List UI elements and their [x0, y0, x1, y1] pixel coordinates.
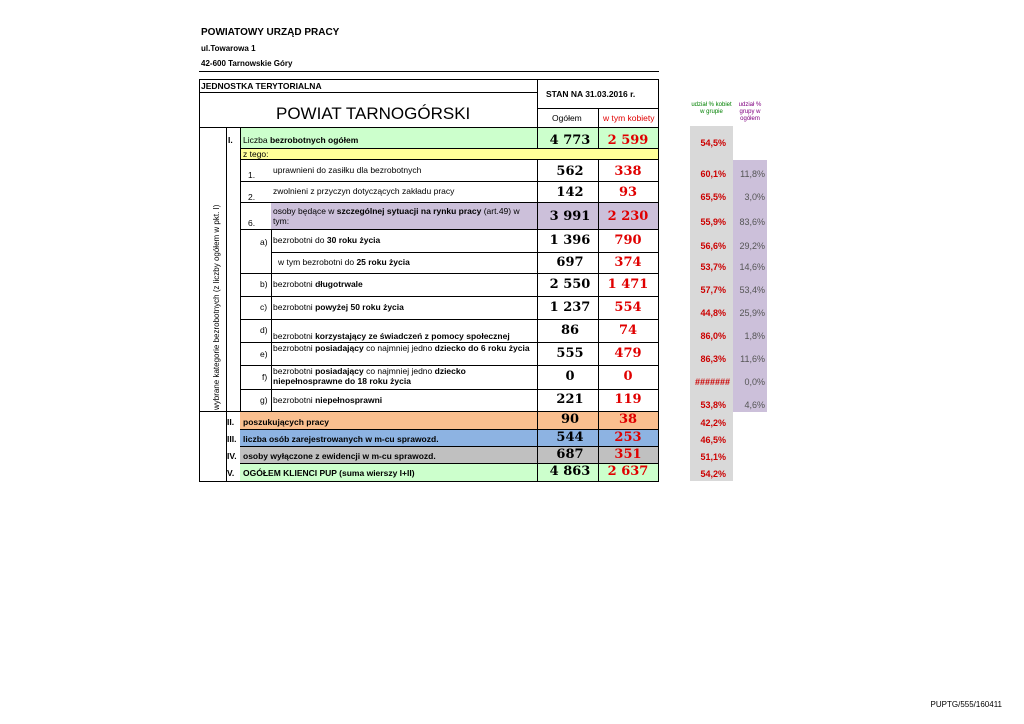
row-share-women: 57,7% [700, 285, 726, 295]
row-label: w tym bezrobotni do 25 roku życia [278, 257, 410, 267]
col-women-header: w tym kobiety [603, 113, 655, 123]
row-label: uprawnieni do zasiłku dla bezrobotnych [273, 165, 422, 175]
row-share-group: 1,8% [744, 331, 765, 341]
row-id: III. [227, 434, 237, 444]
row-total: 4 773 [549, 133, 591, 148]
row-total: 4 863 [549, 464, 591, 479]
row-share-group: 11,8% [740, 169, 765, 179]
row-total: 2 550 [549, 277, 591, 292]
row-total: 697 [556, 255, 584, 270]
row-id: I. [228, 135, 233, 145]
row-share-women: 44,8% [700, 308, 726, 318]
row-total: 90 [560, 412, 580, 427]
row-share-women: 55,9% [700, 217, 726, 227]
row-share-women: 46,5% [700, 435, 726, 445]
col-total-header: Ogółem [552, 113, 582, 123]
row-label: bezrobotni posiadający co najmniej jedno dziecko niepełnosprawne do 18 roku życia [273, 366, 466, 386]
row-share-women: 51,1% [700, 452, 726, 462]
row-label: bezrobotni długotrwale [273, 279, 363, 289]
row-id: c) [260, 302, 268, 312]
row-label: osoby będące w szczególnej sytuacji na rynku pracy (art.49) w tym: [273, 206, 520, 226]
row-share-group: 25,9% [739, 308, 765, 318]
row-label: bezrobotni posiadający co najmniej jedno dziecko do 6 roku życia [273, 343, 530, 353]
row-share-group: 14,6% [739, 262, 765, 272]
row-women: 374 [614, 255, 642, 270]
row-share-group: 3,0% [744, 192, 765, 202]
row-label: zwolnieni z przyczyn dotyczących zakładu pracy [273, 186, 455, 196]
row-id: 6. [248, 218, 256, 228]
office-street: ul.Towarowa 1 [201, 44, 256, 53]
row-share-women: 53,8% [700, 400, 726, 410]
row-id: V. [227, 468, 235, 478]
office-name: POWIATOWY URZĄD PRACY [201, 27, 340, 38]
row-label: bezrobotni korzystający ze świadczeń z pomocy społecznej [273, 331, 510, 341]
row-label: bezrobotni do 30 roku życia [273, 235, 381, 245]
row-women: 351 [614, 447, 642, 462]
row-label: bezrobotni powyżej 50 roku życia [273, 302, 404, 312]
row-id: 1. [248, 170, 256, 180]
row-label: liczba osób zarejestrowanych w m-cu sprawozd. [243, 434, 439, 444]
row-share-women: 54,2% [700, 469, 726, 479]
row-id: 2. [248, 192, 256, 202]
row-share-group: 4,6% [744, 400, 765, 410]
row-id: d) [260, 325, 268, 335]
row-women: 2 637 [607, 464, 649, 479]
date-label: STAN NA 31.03.2016 r. [546, 89, 636, 99]
row-share-women: 86,3% [700, 354, 726, 364]
row-women: 338 [614, 164, 642, 179]
row-id: g) [260, 395, 268, 405]
row-women: 253 [614, 430, 642, 445]
row-women: 119 [614, 392, 642, 407]
unit-label: JEDNOSTKA TERYTORIALNA [201, 81, 322, 91]
row-share-group: 29,2% [739, 241, 765, 251]
share-group-header: udział % grupy w ogółem [738, 102, 762, 122]
row-id: IV. [227, 451, 237, 461]
row-share-group: 0,0% [744, 377, 765, 387]
row-label: poszukujących pracy [243, 417, 329, 427]
sub-label: z tego: [243, 149, 269, 159]
row-share-women: 65,5% [700, 192, 726, 202]
office-city: 42-600 Tarnowskie Góry [201, 59, 293, 68]
row-id: e) [260, 349, 268, 359]
row-share-women: ####### [694, 377, 730, 387]
row-id: f) [262, 372, 268, 382]
row-share-group: 53,4% [739, 285, 765, 295]
row-share-group: 83,6% [739, 217, 765, 227]
row-women: 1 471 [607, 277, 649, 292]
row-total: 687 [556, 447, 584, 462]
row-id: II. [227, 417, 235, 427]
row-label: Liczba bezrobotnych ogółem [243, 135, 359, 145]
row-women: 2 599 [607, 133, 649, 148]
header-divider [199, 71, 659, 72]
row-women: 0 [623, 369, 633, 384]
row-total: 86 [560, 323, 580, 338]
side-label: wybrane kategorie bezrobotnych (z liczby ogółem w pkt. I) [212, 204, 221, 410]
row-total: 562 [556, 164, 584, 179]
row-share-women: 56,6% [700, 241, 726, 251]
page-title: POWIAT TARNOGÓRSKI [276, 104, 471, 123]
row-women: 74 [618, 323, 638, 338]
row-share-group: 11,6% [740, 354, 765, 364]
row-women: 790 [614, 233, 642, 248]
row-women: 2 230 [607, 209, 649, 224]
footer-code: PUPTG/555/160411 [930, 700, 1002, 709]
row-total: 555 [556, 346, 584, 361]
row-share-women: 54,5% [700, 138, 726, 148]
row-women: 93 [618, 185, 638, 200]
row-share-women: 86,0% [700, 331, 726, 341]
row-women: 38 [618, 412, 638, 427]
row-total: 544 [556, 430, 584, 445]
row-total: 142 [556, 185, 584, 200]
row-total: 0 [565, 369, 575, 384]
row-share-women: 53,7% [700, 262, 726, 272]
row-id: b) [260, 279, 268, 289]
row-label: osoby wyłączone z ewidencji w m-cu sprawozd. [243, 451, 436, 461]
share-women-header: udział % kobiet w grupie [691, 102, 732, 115]
row-total: 221 [556, 392, 584, 407]
row-share-women: 60,1% [700, 169, 726, 179]
row-total: 1 396 [549, 233, 591, 248]
row-share-women: 42,2% [700, 418, 726, 428]
row-women: 554 [614, 300, 642, 315]
row-women: 479 [614, 346, 642, 361]
row-label: bezrobotni niepełnosprawni [273, 395, 383, 405]
row-label: OGÓŁEM KLIENCI PUP (suma wierszy I+II) [243, 468, 415, 478]
row-total: 1 237 [549, 300, 591, 315]
row-total: 3 991 [549, 209, 591, 224]
row-id: a) [260, 237, 268, 247]
